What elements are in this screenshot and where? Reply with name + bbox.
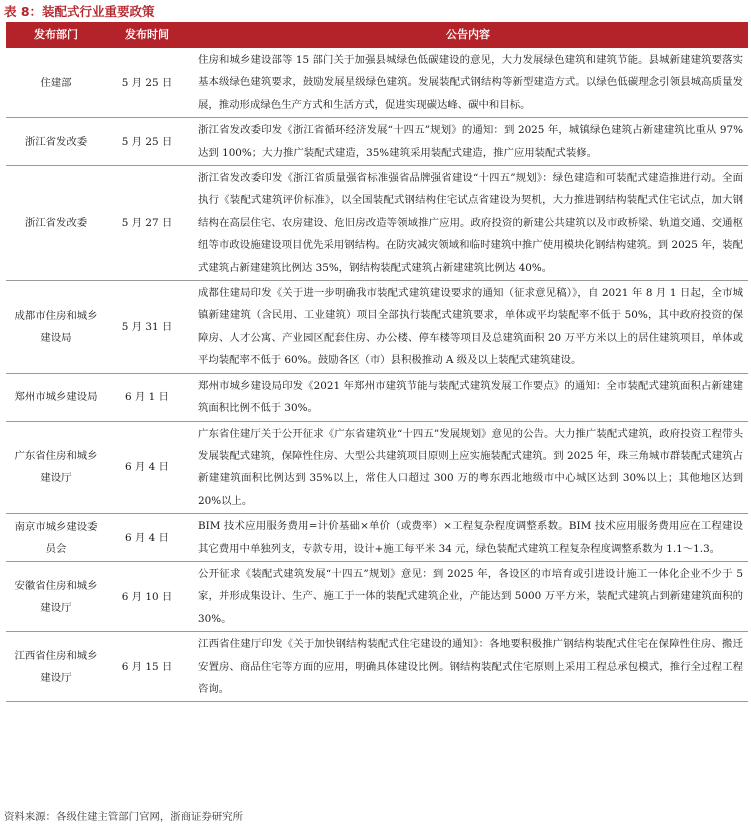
- table-row: [6, 514, 748, 562]
- table-row: [6, 166, 748, 281]
- date-cell: 6 月 15 日: [106, 632, 188, 702]
- date-cell: 5 月 25 日: [106, 47, 188, 118]
- date-cell: 5 月 27 日: [106, 166, 188, 281]
- date-cell: 6 月 4 日: [106, 514, 188, 562]
- content-cell: 江西省住建厅印发《关于加快钢结构装配式住宅建设的通知》：各地要积极推广钢结构装配式住宅在保障性住房、搬迁安置房、商品住宅等方面的应用，明确具体建设比例。钢结构装配式住宅原则上采用工程总承包模式，推行全过程工程咨询。: [188, 632, 748, 702]
- header-dept: 发布部门: [6, 22, 106, 47]
- table-header-row: [6, 22, 748, 47]
- dept-cell: 南京市城乡建设委员会: [6, 514, 106, 562]
- date-cell: 5 月 31 日: [106, 281, 188, 374]
- date-cell: 6 月 1 日: [106, 373, 188, 421]
- dept-cell: 成都市住房和城乡建设局: [6, 281, 106, 374]
- dept-cell: 住建部: [6, 47, 106, 118]
- table-title: 表 8：装配式行业重要政策: [4, 4, 155, 19]
- table-row: [6, 47, 748, 118]
- content-cell: BIM 技术应用服务费用=计价基础×单价（或费率）×工程复杂程度调整系数。BIM 技术应用服务费用应在工程建设其它费用中单独列支，专款专用，设计+施工每平米 34 元，绿色装配式建筑工程复杂程度调整系数为 1.1～1.3。: [188, 514, 748, 562]
- table-row: [6, 561, 748, 631]
- date-cell: 5 月 25 日: [106, 118, 188, 166]
- content-cell: 浙江省发改委印发《浙江省循环经济发展“十四五”规划》的通知：到 2025 年，城镇绿色建筑占新建建筑比重从 97%达到 100%；大力推广装配式建造，35%建筑采用装配式建造，推广应用装配式装修。: [188, 118, 748, 166]
- source-note: 资料来源：各级住建主管部门官网，浙商证券研究所: [4, 811, 243, 823]
- table-row: [6, 373, 748, 421]
- dept-cell: 浙江省发改委: [6, 166, 106, 281]
- dept-cell: 江西省住房和城乡建设厅: [6, 632, 106, 702]
- dept-cell: 郑州市城乡建设局: [6, 373, 106, 421]
- policy-table-container: [6, 22, 748, 702]
- content-cell: 住房和城乡建设部等 15 部门关于加强县城绿色低碳建设的意见，大力发展绿色建筑和建筑节能。县城新建建筑要落实基本级绿色建筑要求，鼓励发展星级绿色建筑。发展装配式钢结构等新型建造方式。以绿色低碳理念引领县城高质量发展，推动形成绿色生产方式和生活方式，促进实现碳达峰、碳中和目标。: [188, 47, 748, 118]
- content-cell: 郑州市城乡建设局印发《2021 年郑州市建筑节能与装配式建筑发展工作要点》的通知：全市装配式建筑面积占新建建筑面积比例不低于 30%。: [188, 373, 748, 421]
- table-row: [6, 632, 748, 702]
- header-date: 发布时间: [106, 22, 188, 47]
- policy-table: [6, 22, 748, 702]
- content-cell: 浙江省发改委印发《浙江省质量强省标准强省品牌强省建设“十四五”规划》：绿色建造和可装配式建造推进行动。全面执行《装配式建筑评价标准》，以全国装配式钢结构住宅试点省建设为契机，大力推进钢结构装配式住宅试点，加大钢结构在高层住宅、农房建设、危旧房改造等领域推广应用。政府投资的新建公共建筑以及市政桥梁、轨道交通、交通枢纽等市政设施建设项目优先采用钢结构。在防灾减灾领域和临时建筑中推广使用模块化钢结构建筑。到 2025 年，装配式建筑占新建建筑比例达 35%，钢结构装配式建筑占新建建筑比例达 40%。: [188, 166, 748, 281]
- table-row: [6, 421, 748, 514]
- date-cell: 6 月 4 日: [106, 421, 188, 514]
- date-cell: 6 月 10 日: [106, 561, 188, 631]
- dept-cell: 浙江省发改委: [6, 118, 106, 166]
- content-cell: 广东省住建厅关于公开征求《广东省建筑业“十四五”发展规划》意见的公告。大力推广装配式建筑，政府投资工程带头发展装配式建筑，保障性住房、大型公共建筑项目原则上应实施装配式建筑。到 2025 年，珠三角城市群装配式建筑占新建建筑面积比例达到 35%以上，常住人口超过 300 万的粤东西北地级市中心城区达到 30%以上；其他地区达到 20%以上。: [188, 421, 748, 514]
- content-cell: 成都住建局印发《关于进一步明确我市装配式建筑建设要求的通知（征求意见稿）》，自 2021 年 8 月 1 日起，全市城镇新建建筑（含民用、工业建筑）项目全部执行装配式建筑要求，单体或平均装配率不低于 50%，其中政府投资的保障房、人才公寓、产业园区配套住房、办公楼、停车楼等项目及总建筑面积 20 万平方米以上的居住建筑项目，单体或平均装配率不低于 60%。鼓励各区（市）县积极推动 A 级及以上装配式建筑建设。: [188, 281, 748, 374]
- content-cell: 公开征求《装配式建筑发展“十四五”规划》意见：到 2025 年，各设区的市培育或引进设计施工一体化企业不少于 5 家，并形成集设计、生产、施工于一体的装配式建筑企业，产能达到 5000 万平方米，装配式建筑占到新建建筑面积的 30%。: [188, 561, 748, 631]
- table-body: [6, 47, 748, 702]
- dept-cell: 广东省住房和城乡建设厅: [6, 421, 106, 514]
- table-row: [6, 281, 748, 374]
- header-content: 公告内容: [188, 22, 748, 47]
- table-row: [6, 118, 748, 166]
- dept-cell: 安徽省住房和城乡建设厅: [6, 561, 106, 631]
